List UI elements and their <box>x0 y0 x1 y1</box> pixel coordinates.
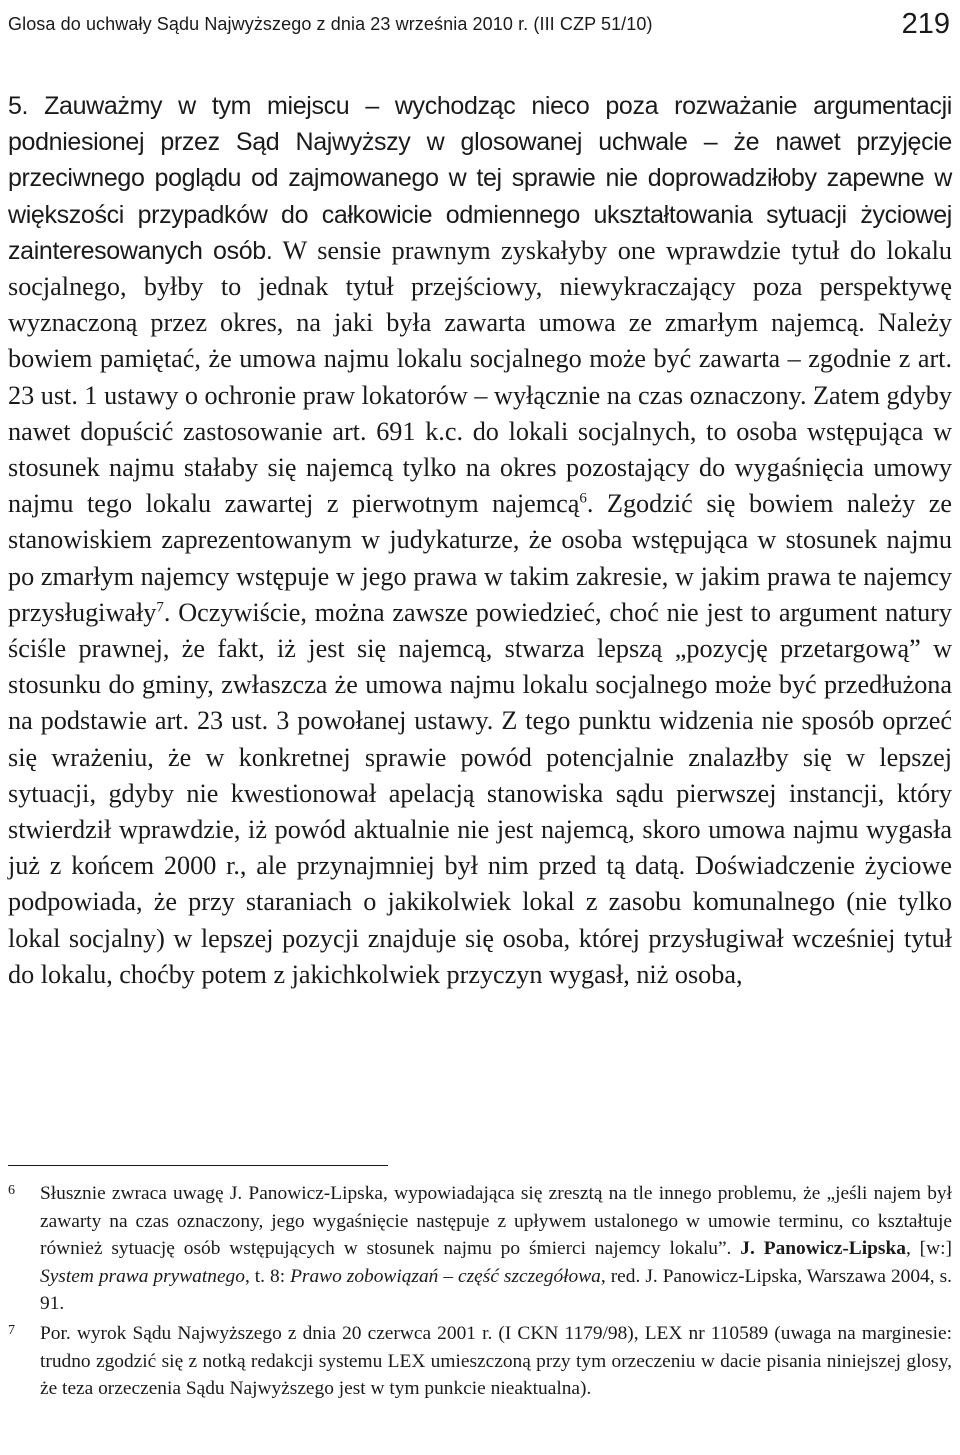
footnote-text: , [w:] <box>905 1238 952 1260</box>
footnote-number: 7 <box>8 1322 15 1338</box>
lead-sentence: 5. Zauważmy w tym miejscu – wychodząc nieco poza rozważanie argumentacji podniesionej przez Sąd Najwyższy w glosowanej uchwale – że nawet przyjęcie przeciwnego poglądu od zajmowanego w tej sprawie nie doprowadziłoby zapewne w większości przypadków do całkowicie odmiennego ukształtowania sytuacji życiowej zainteresowanych osób. <box>8 92 952 265</box>
footnote-number: 6 <box>8 1183 15 1198</box>
running-header <box>8 8 952 42</box>
footnote-ref-7[interactable]: 7 <box>156 599 164 616</box>
header-title: Glosa do uchwały Sądu Najwyższego z dnia 23 września 2010 r. (III CZP 51/10) <box>8 14 653 34</box>
footnotes <box>8 1180 952 1405</box>
footnote-text: , red. J. Panowicz-Lipska, Warszawa 2004, s. 91. <box>40 1265 952 1315</box>
footnote-volume-title: Prawo zobowiązań – część szczegółowa <box>290 1265 601 1287</box>
page-number: 219 <box>901 8 950 40</box>
footnote-7 <box>8 1320 952 1403</box>
paragraph-text-a: W sensie prawnym zyskałyby one wprawdzie tytuł do lokalu socjalnego, byłby to jednak tytuł przejściowy, niewykraczający poza perspektywę wyznaczoną przez okres, na jaki była zawarta umowa ze zmarłym najemcą. Należy bowiem pamiętać, że umowa najmu lokalu socjalnego może być zawarta – zgodnie z art. 23 ust. 1 ustawy o ochronie praw lokatorów – wyłącznie na czas oznaczony. Zatem gdyby nawet dopuścić zastosowanie art. 691 k.c. do lokali socjalnych, to osoba wstępująca w stosunek najmu stałaby się najemcą tylko na okres pozostający do wygaśnięcia umowy najmu tego lokalu zawartej z pierwotnym najemcą <box>8 235 952 519</box>
footnote-work-title: System prawa prywatnego <box>40 1265 245 1287</box>
footnote-author: J. Panowicz-Lipska <box>740 1238 906 1260</box>
footnote-text: Słusznie zwraca uwagę J. Panowicz-Lipska, wypowiadająca się zresztą na tle innego problemu, że „jeśli najem był zawarty na czas oznaczony, jego wygaśnięcie następuje z upływem ustalonego w umowie terminu, co kształtuje również sytuację osób wstępujących w stosunek najmu po śmierci najemcy lokalu”. <box>40 1183 952 1260</box>
footnote-ref-6[interactable]: 6 <box>579 490 587 507</box>
footnote-divider <box>8 1165 388 1166</box>
main-paragraph <box>8 88 952 993</box>
footnote-6 <box>8 1180 952 1318</box>
paragraph-text-b: . Zgodzić się bowiem należy ze stanowiskiem zaprezentowanym w judykaturze, że osoba wstępująca w stosunek najmu po zmarłym najemcy wstępuje w jego prawa w takim zakresie, w jakim prawa te najemcy przysługiwały <box>8 489 952 627</box>
footnote-text: , t. 8: <box>244 1265 291 1287</box>
footnote-text: Por. wyrok Sądu Najwyższego z dnia 20 czerwca 2001 r. (I CKN 1179/98), LEX nr 110589 (uwaga na marginesie: trudno zgodzić się z notką redakcji systemu LEX umieszczoną przy tym orzeczeniu w dacie pisania niniejszej glosy, że teza orzeczenia Sądu Najwyższego jest w tym punkcie nieaktualna). <box>40 1322 952 1400</box>
paragraph-text-c: . Oczywiście, można zawsze powiedzieć, choć nie jest to argument natury ściśle prawnej, że fakt, iż jest się najemcą, stwarza lepszą „pozycję przetargową” w stosunku do gminy, zwłaszcza że umowa najmu lokalu socjalnego może być przedłużona na podstawie art. 23 ust. 3 powołanej ustawy. Z tego punktu widzenia nie sposób oprzeć się wrażeniu, że w konkretnej sprawie powód potencjalnie znalazłby się w lepszej sytuacji, gdyby nie kwestionował apelacją stanowiska sądu pierwszej instancji, który stwierdził wprawdzie, iż powód aktualnie nie jest najemcą, skoro umowa najmu wygasła już z końcem 2000 r., ale przynajmniej był nim przed tą datą. Doświadczenie życiowe podpowiada, że przy staraniach o jakikolwiek lokal z zasobu komunalnego (nie tylko lokal socjalny) w lepszej pozycji znajduje się osoba, której przysługiwał wcześniej tytuł do lokalu, choćby potem z jakichkolwiek przyczyn wygasł, niż osoba, <box>8 597 952 989</box>
